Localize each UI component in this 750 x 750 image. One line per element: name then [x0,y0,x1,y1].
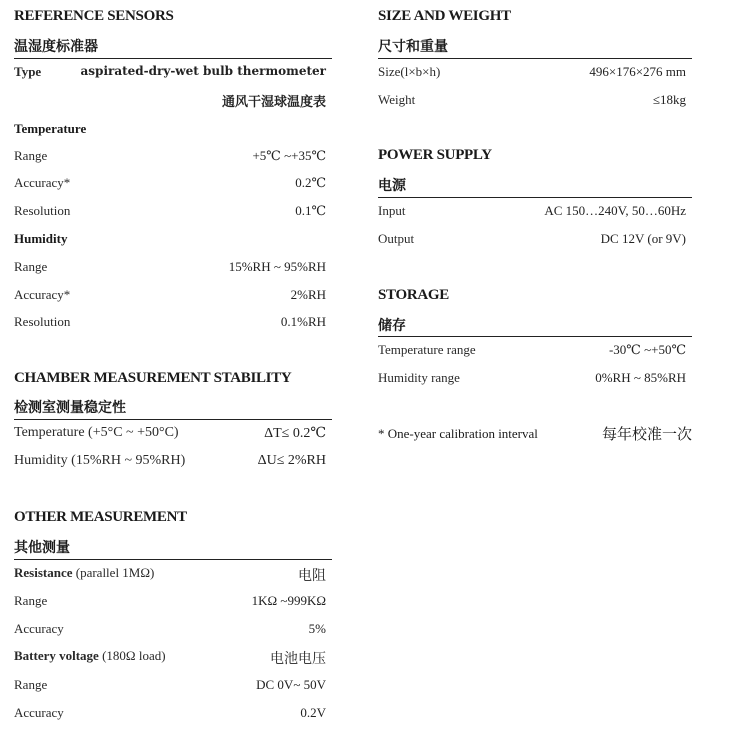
spec-row [14,621,332,641]
other-measurement-title-cn: 其他测量 [14,541,70,556]
resistance-row [14,565,332,585]
section-divider [14,559,332,560]
spec-label: Resolution [14,314,71,329]
spec-label: Range [14,593,48,608]
section-divider [14,419,332,420]
spec-label: Range [14,677,48,692]
storage-title: STORAGE [378,287,449,303]
spec-row [14,287,332,307]
battery-label-bold: Battery voltage [14,648,99,663]
power-supply-title-cn: 电源 [378,179,406,194]
spec-label: Weight [378,92,416,107]
spec-row [14,259,332,279]
type-label: Type [14,64,42,79]
size-weight-title: SIZE AND WEIGHT [378,8,511,24]
power-supply-title: POWER SUPPLY [378,147,492,163]
spec-row [14,425,332,445]
spec-value: ΔT≤ 0.2℃ [264,426,326,441]
spec-value: 2%RH [290,287,326,302]
spec-row [378,231,692,251]
spec-value: AC 150…240V, 50…60Hz [544,203,686,218]
spec-row [14,148,332,168]
other-measurement-title: OTHER MEASUREMENT [14,509,187,525]
spec-row [378,64,692,84]
type-value-cn: 通风干湿球温度表 [221,94,326,109]
size-weight-title-cn: 尺寸和重量 [378,40,448,55]
type-cn-row [14,91,332,111]
resistance-label [14,565,154,581]
spec-row [14,705,332,725]
spec-value: 0.1%RH [280,314,326,329]
spec-value: DC 12V (or 9V) [600,231,686,246]
resistance-label-cn: 电阻 [298,569,326,584]
spec-label: Temperature range [378,342,476,357]
spec-value: 496×176×276 mm [589,64,686,79]
section-divider [378,58,692,59]
resistance-label-detail: (parallel 1MΩ) [75,565,155,580]
spec-label: Humidity range [378,370,460,385]
type-value: aspirated-dry-wet bulb thermometer [80,64,326,78]
battery-label-detail: (180Ω load) [102,648,166,663]
spec-value: 5% [308,621,326,636]
chamber-stability-title: CHAMBER MEASUREMENT STABILITY [14,370,292,386]
spec-label: Range [14,148,48,163]
spec-label: Accuracy [14,621,64,636]
spec-row [14,677,332,697]
spec-label: Size(l×b×h) [378,64,441,79]
reference-sensors-title-cn: 温湿度标准器 [14,40,98,55]
spec-row [14,314,332,334]
reference-sensors-title: REFERENCE SENSORS [14,8,174,24]
spec-label: Output [378,231,415,246]
spec-label: Temperature (+5°C ~ +50°C) [14,425,179,440]
section-divider [14,58,332,59]
spec-value: 0.2℃ [295,175,326,190]
spec-value: 0.1℃ [295,203,326,218]
calibration-footnote-cn: 每年校准一次 [601,427,692,443]
spec-value: +5℃ ~+35℃ [252,148,326,163]
spec-row [378,203,692,223]
spec-row [14,593,332,613]
calibration-footnote: * One-year calibration interval [378,426,538,441]
spec-value: 1KΩ ~999KΩ [251,593,326,608]
type-row [14,64,332,84]
section-divider [378,197,692,198]
spec-row [378,92,692,112]
battery-label [14,648,166,664]
spec-value: 0%RH ~ 85%RH [595,370,686,385]
spec-value: 15%RH ~ 95%RH [228,259,326,274]
spec-label: Accuracy [14,705,64,720]
spec-label: Input [378,203,406,218]
section-divider [378,336,692,337]
resistance-label-bold: Resistance [14,565,73,580]
spec-value: DC 0V~ 50V [256,677,326,692]
spec-label: Humidity (15%RH ~ 95%RH) [14,453,186,468]
chamber-stability-title-cn: 检测室测量稳定性 [14,401,126,416]
spec-value: ΔU≤ 2%RH [257,453,326,468]
battery-row [14,648,332,668]
spec-row [14,203,332,223]
humidity-heading: Humidity [14,231,68,246]
spec-row [378,342,692,362]
spec-label: Accuracy* [14,287,71,302]
spec-label: Range [14,259,48,274]
spec-row [378,370,692,390]
spec-row [14,175,332,195]
spec-value: ≤18kg [652,92,686,107]
battery-label-cn: 电池电压 [270,652,326,667]
storage-title-cn: 储存 [378,319,406,334]
spec-label: Accuracy* [14,175,71,190]
spec-value: 0.2V [300,705,326,720]
spec-row [14,453,332,473]
spec-value: -30℃ ~+50℃ [608,342,686,357]
spec-label: Resolution [14,203,71,218]
temperature-heading: Temperature [14,121,87,136]
